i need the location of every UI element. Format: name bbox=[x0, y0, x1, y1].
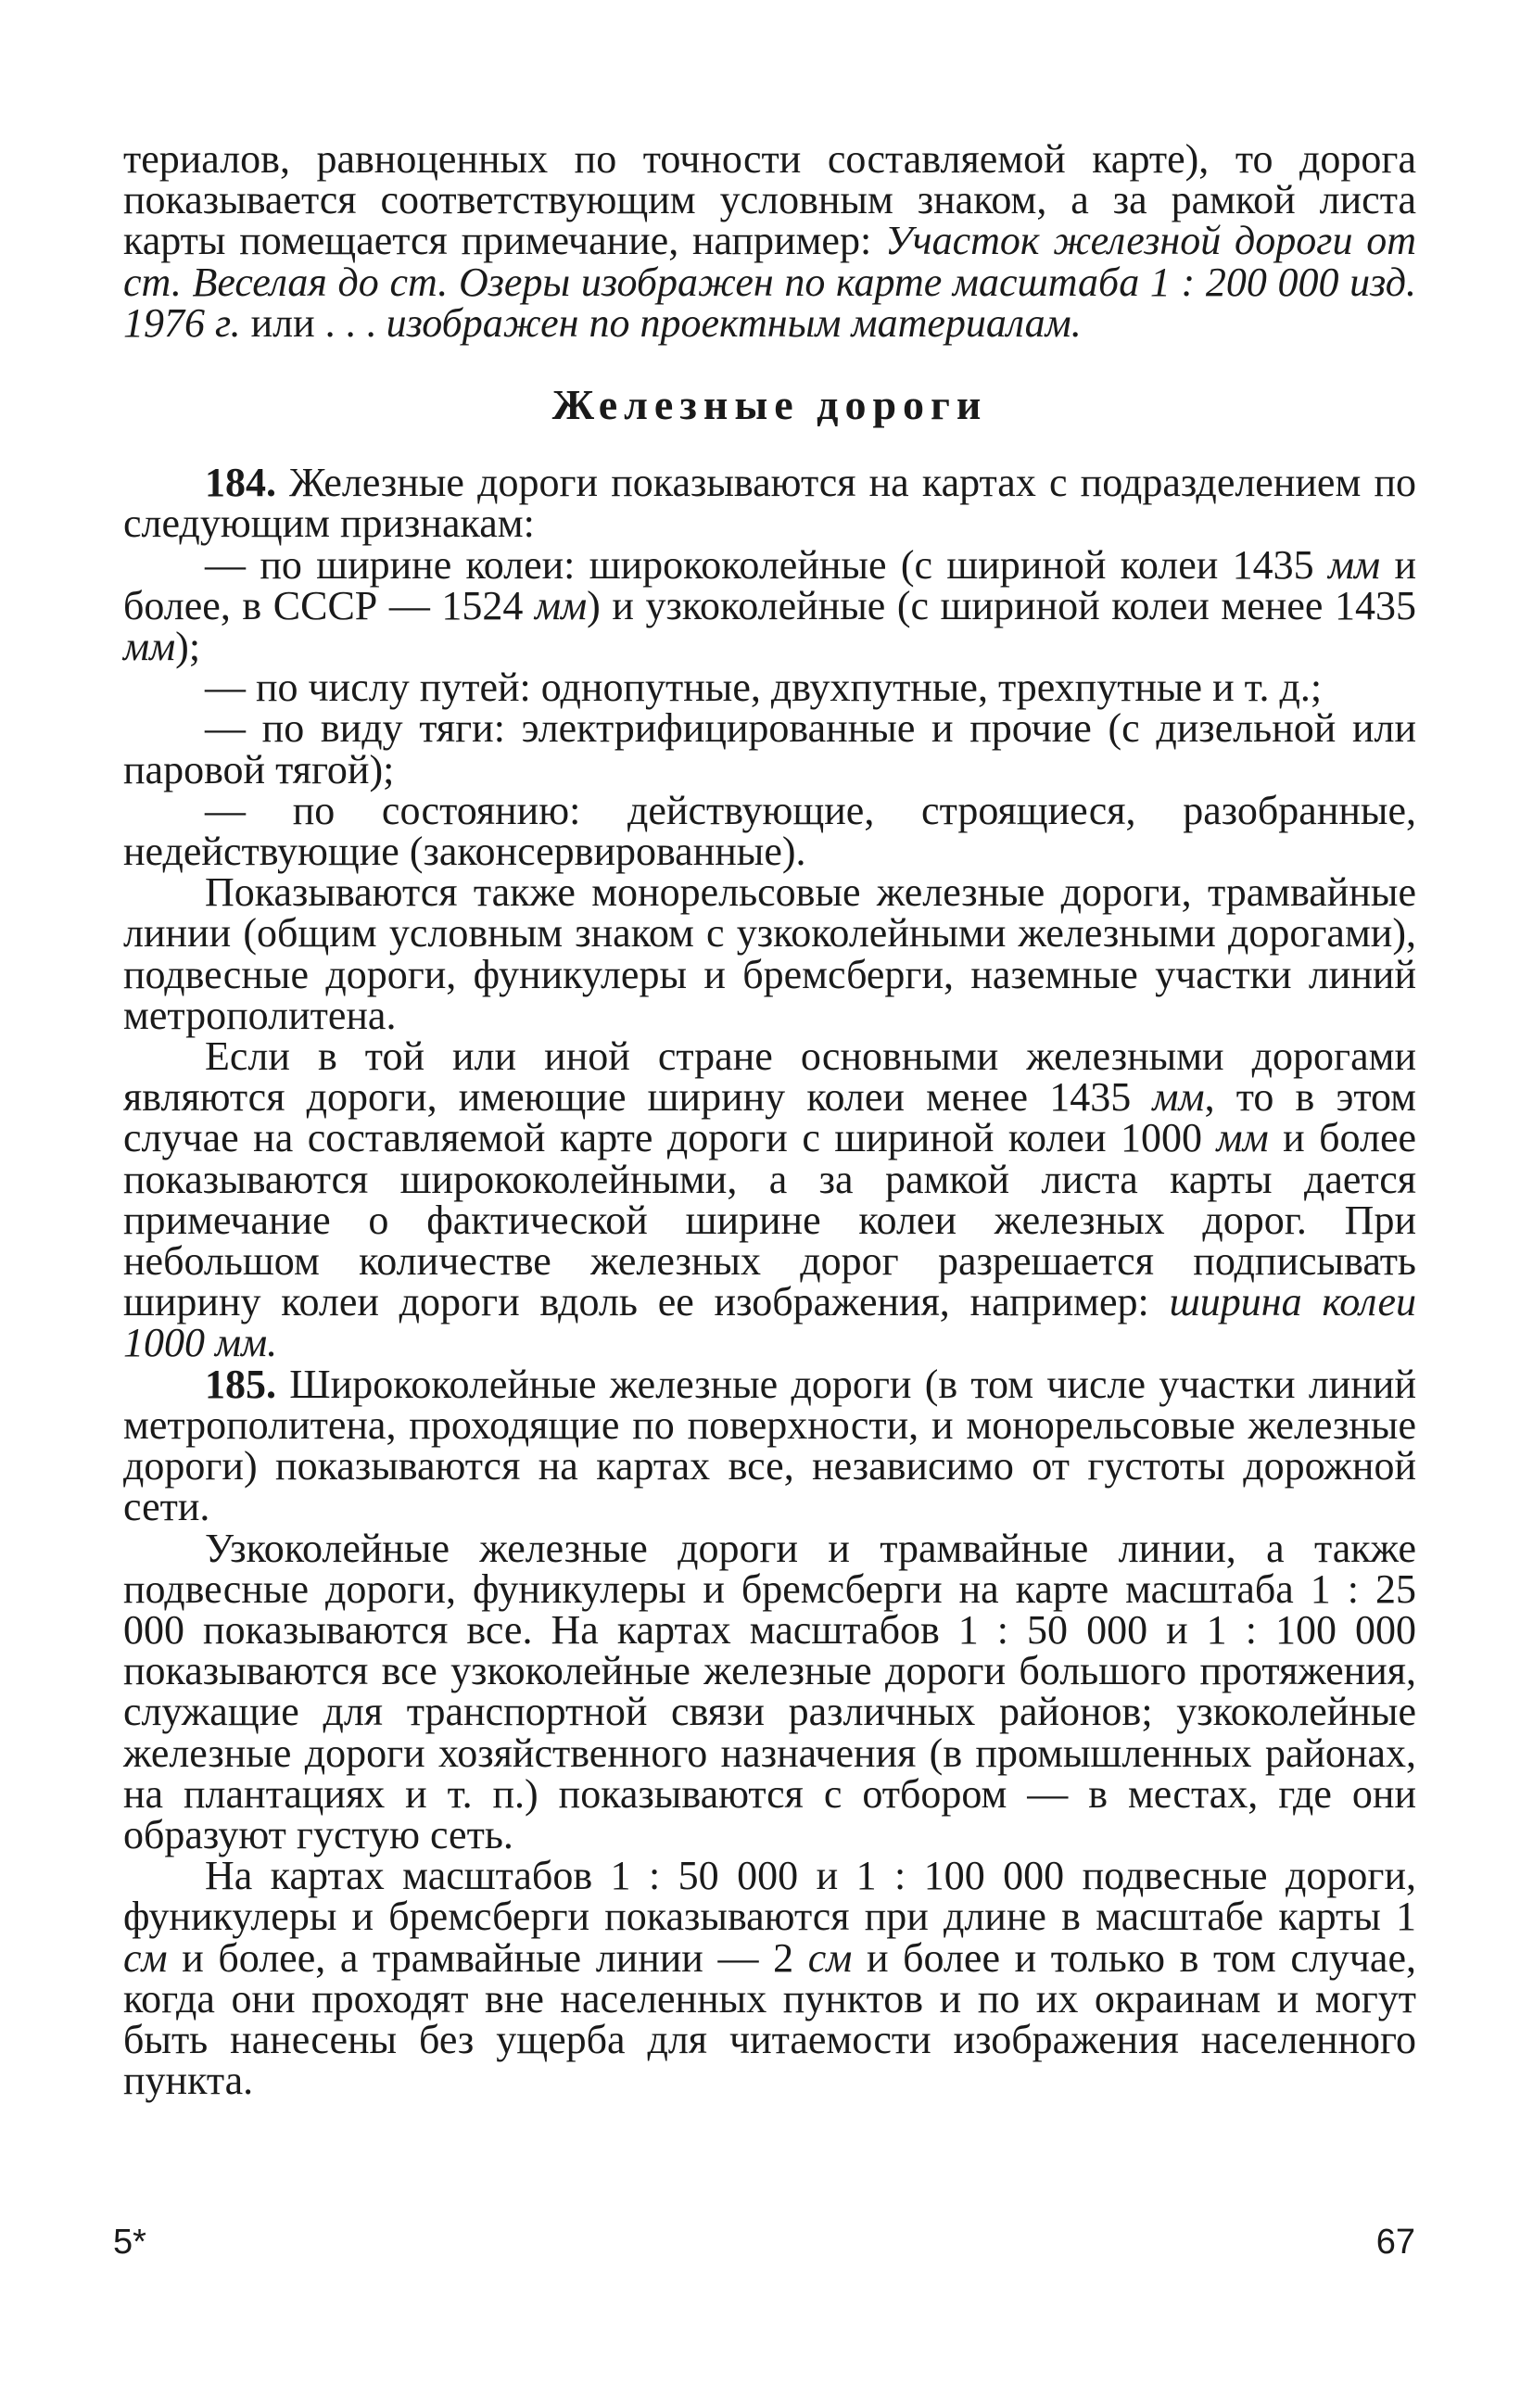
paragraph-184 bbox=[123, 460, 1416, 547]
intro-text-1: териалов, равноценных по точности составляемой карте), то дорога показывается соответствующим условным знаком, а за рамкой листа карты помещается примечание, например: bbox=[123, 136, 1416, 264]
intro-italic-1: Участок железной дороги от ст. Веселая до ст. Озеры изображен по карте масштаба 1 : 200 000 изд. 1976 г. bbox=[123, 218, 1416, 346]
unit-mm: мм bbox=[123, 624, 176, 670]
intro-text-2: или . . . bbox=[240, 299, 386, 346]
list-item-gauge-text-c: ) и узкоколейные (с шириной колеи менее 1435 bbox=[587, 582, 1416, 628]
list-item-gauge-text-d: ); bbox=[175, 624, 201, 670]
scale-text-a: На картах масштабов 1 : 50 000 и 1 : 100 000 подвесные дороги, фуникулеры и бремсберги показываются при длине в масштабе карты 1 bbox=[123, 1853, 1416, 1940]
list-item-tracks: — по числу путей: однопутные, двухпутные, трехпутные и т. д.; bbox=[205, 665, 1323, 711]
list-item-status: — по состоянию: действующие, строящиеся, разобранные, недействующие (законсервированные). bbox=[123, 787, 1416, 875]
list-item-gauge bbox=[123, 541, 1416, 670]
scale-text-b: и более, а трамвайные линии — 2 bbox=[167, 1934, 808, 1981]
gauge-width-text-b: , то в этом случае на составляемой карте дороги с шириной колеи 1000 bbox=[123, 1074, 1416, 1161]
paragraph-185-text: Ширококолейные железные дороги (в том числе участки линий метрополитена, проходящие по поверхности, и монорельсовые железные дороги) показываются на картах все, независимо от густоты дорожной сети. bbox=[123, 1361, 1416, 1530]
gauge-width-italic: ширина колеи 1000 мм. bbox=[123, 1279, 1417, 1366]
paragraph-184-text: Железные дороги показываются на картах с подразделением по следующим признакам: bbox=[123, 460, 1416, 547]
page-number: 67 bbox=[1375, 2223, 1415, 2262]
paragraph-number-185: 185. bbox=[205, 1361, 276, 1407]
unit-mm: мм bbox=[1327, 541, 1381, 588]
paragraph-monorail: Показываются также монорельсовые железные дороги, трамвайные линии (общим условным знаком с узкоколейными железными дорогами), подвесные дороги, фуникулеры и бремсберги, наземные участки линий метрополитена. bbox=[123, 869, 1416, 1038]
gauge-width-text-a: Если в той или иной стране основными железными дорогами являются дороги, имеющие ширину колеи менее 1435 bbox=[123, 1033, 1416, 1121]
paragraph-narrow-gauge: Узкоколейные железные дороги и трамвайные линии, а также подвесные дороги, фуникулеры и бремсберги на карте масштаба 1 : 25 000 показываются все. На картах масштабов 1 : 50 000 и 1 : 100 000 показываются все узкоколейные железные дороги большого протяжения, служащие для транспортной связи различных районов; узкоколейные железные дороги хозяйственного назначения (в промышленных районах, на плантациях и т. п.) показываются с отбором — в местах, где они образуют густую сеть. bbox=[123, 1525, 1416, 1857]
page-body bbox=[123, 136, 1417, 2104]
signature-mark: 5* bbox=[113, 2223, 146, 2262]
unit-cm: см bbox=[123, 1934, 168, 1981]
list-item-traction: — по виду тяги: электрифицированные и прочие (с дизельной или паровой тягой); bbox=[123, 705, 1416, 792]
paragraph-gauge-width bbox=[123, 1033, 1417, 1366]
list-item-gauge-text-b: и более, в СССР — 1524 bbox=[123, 541, 1416, 628]
intro-paragraph bbox=[123, 136, 1416, 346]
section-heading: Железные дороги bbox=[551, 381, 988, 429]
intro-italic-2: изображен по проектным материалам. bbox=[386, 299, 1082, 346]
unit-mm: мм bbox=[535, 582, 588, 628]
scale-text-c: и более и только в том случае, когда они проходят вне населенных пунктов и по их окраинам и могут быть нанесены без ущерба для читаемости изображения населенного пункта. bbox=[123, 1934, 1416, 2104]
list-item-gauge-text-a: — по ширине колеи: ширококолейные (с шириной колеи 1435 bbox=[205, 541, 1328, 588]
gauge-width-text-c: и более показываются ширококолейными, а за рамкой листа карты дается примечание о фактической ширине колеи железных дорог. При небольшом количестве железных дорог разрешается подписывать ширину колеи дороги вдоль ее изображения, например: bbox=[123, 1115, 1416, 1325]
unit-mm: мм bbox=[1152, 1074, 1205, 1121]
unit-cm: см bbox=[807, 1934, 853, 1981]
paragraph-185 bbox=[123, 1361, 1416, 1530]
paragraph-number-184: 184. bbox=[205, 460, 276, 506]
unit-mm: мм bbox=[1216, 1115, 1269, 1161]
paragraph-scale bbox=[123, 1853, 1416, 2104]
